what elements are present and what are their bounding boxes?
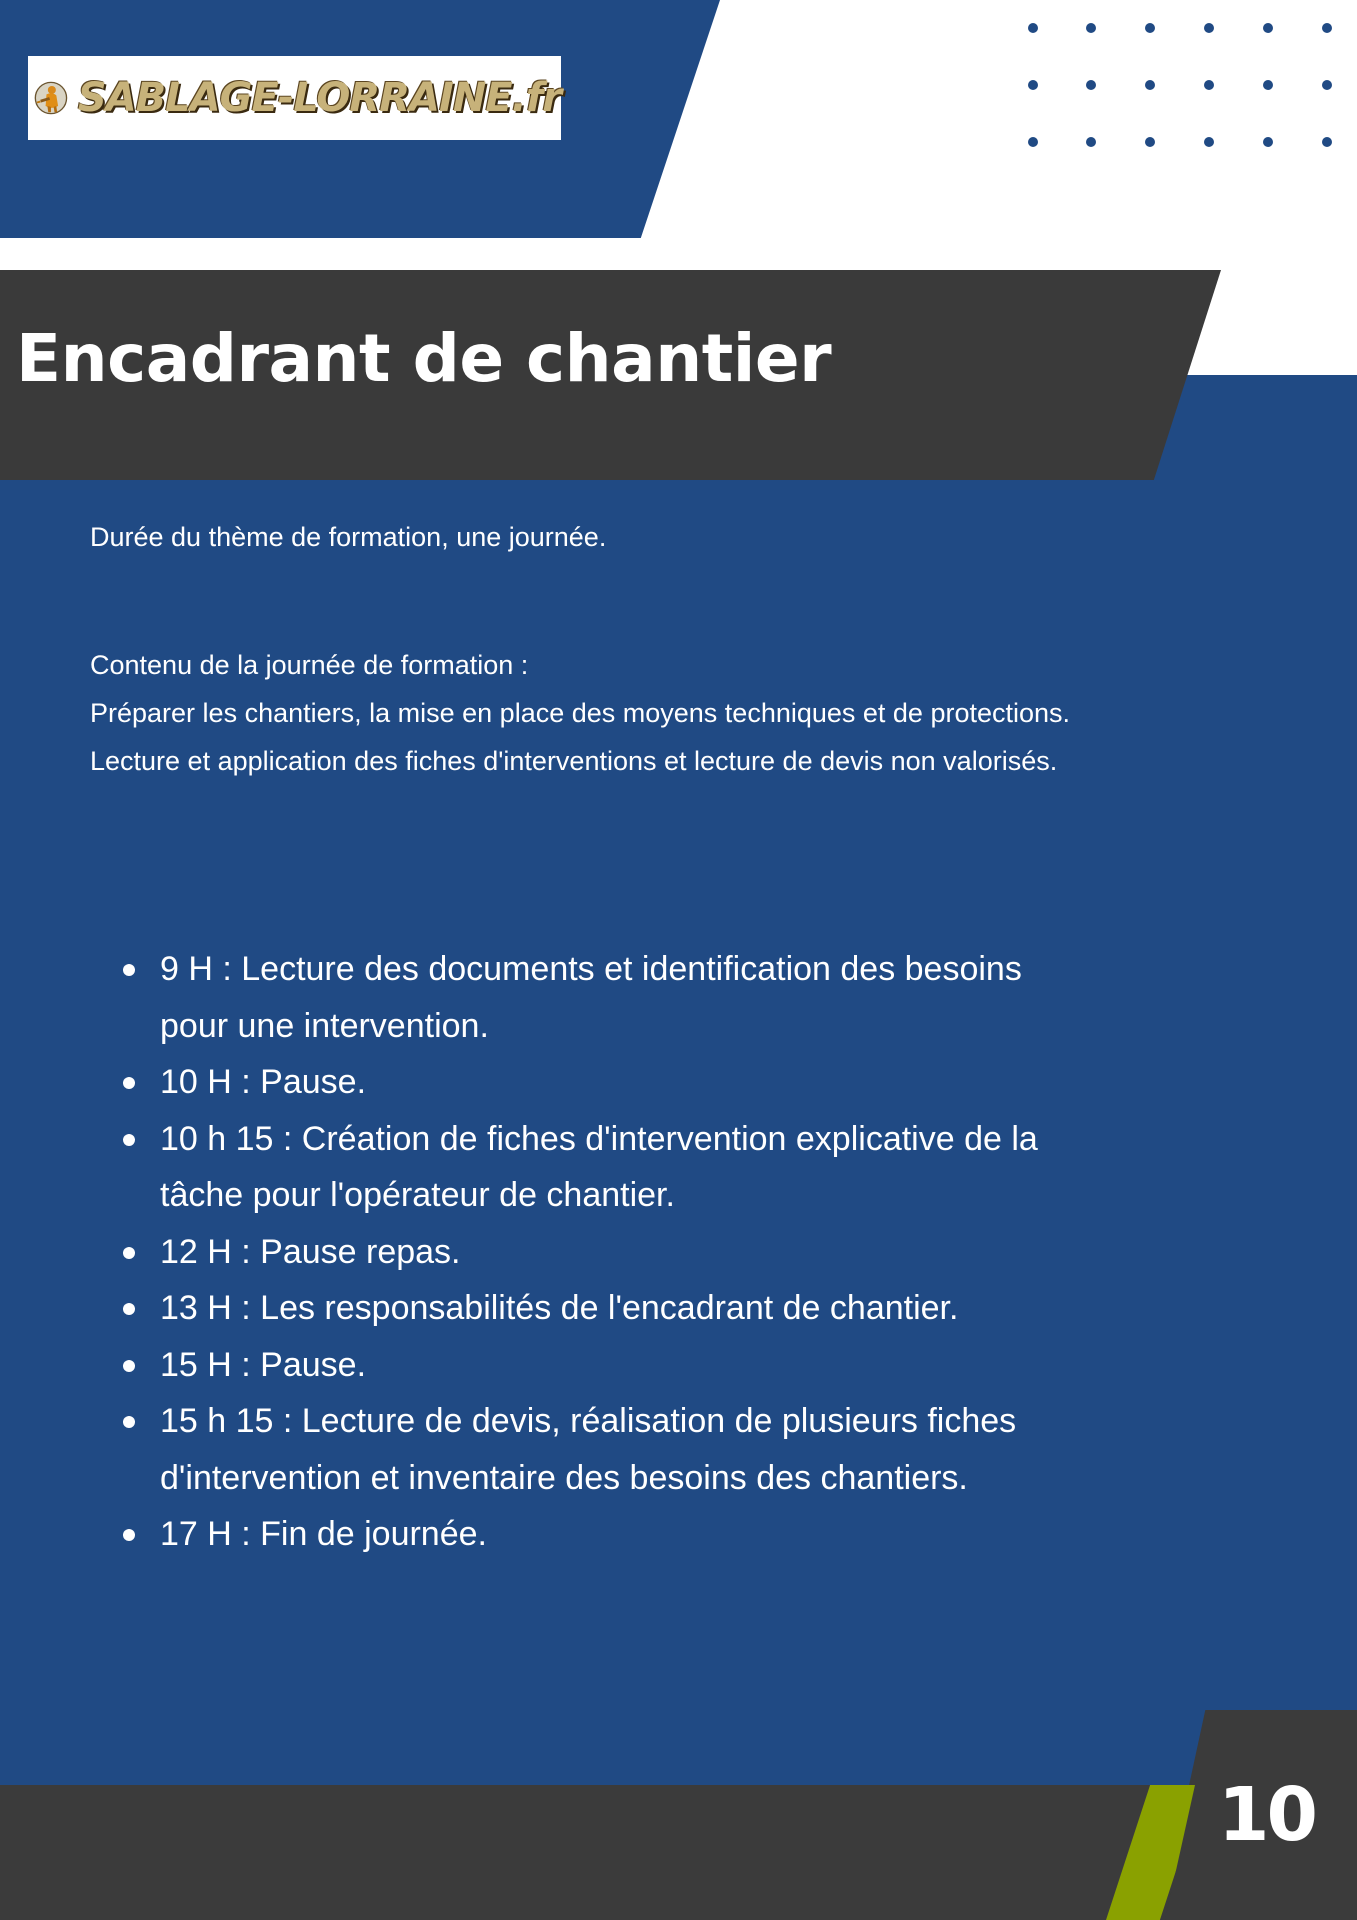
- content-line: Lecture et application des fiches d'interventions et lecture de devis non valorisés.: [90, 746, 1058, 776]
- dot-grid-decoration: [1020, 20, 1350, 150]
- bullet-icon: [123, 1416, 135, 1428]
- schedule-item-text: 15 H : Pause.: [160, 1345, 367, 1384]
- schedule-item-text: 12 H : Pause repas.: [160, 1232, 461, 1271]
- schedule-item: [160, 1054, 1160, 1111]
- schedule-item-text: 13 H : Les responsabilités de l'encadrant de chantier.: [160, 1289, 959, 1327]
- bullet-icon: [123, 1247, 135, 1259]
- training-duration: Durée du thème de formation, une journée.: [90, 522, 607, 552]
- content-heading: Contenu de la journée de formation :: [90, 650, 529, 680]
- bullet-icon: [123, 1529, 135, 1541]
- schedule-item-text: 10 H : Pause.: [160, 1063, 367, 1101]
- content-line: Préparer les chantiers, la mise en place des moyens techniques et de protections.: [90, 698, 1071, 728]
- bullet-icon: [123, 1134, 135, 1146]
- schedule-item: [160, 1111, 1160, 1224]
- schedule-item: [160, 1224, 1160, 1281]
- schedule-item-text: pour une intervention.: [160, 1006, 489, 1045]
- page-title: Encadrant de chantier: [16, 320, 832, 397]
- page-number: 10: [1218, 1772, 1315, 1858]
- schedule-item: [160, 1337, 1160, 1394]
- sandblaster-worker-icon: [34, 60, 68, 136]
- schedule-item: [160, 1506, 1160, 1563]
- schedule-item-text: 17 H : Fin de journée.: [160, 1515, 487, 1553]
- company-logo: [28, 56, 561, 140]
- schedule-item: [160, 1393, 1160, 1506]
- bullet-icon: [123, 1077, 135, 1089]
- bullet-icon: [123, 1360, 135, 1372]
- schedule-item-text: 15 h 15 : Lecture de devis, réalisation de plusieurs fiches: [160, 1402, 1017, 1440]
- schedule-item-text: tâche pour l'opérateur de chantier.: [160, 1176, 675, 1214]
- schedule-item-text: 9 H : Lecture des documents et identification des besoins: [160, 950, 1022, 988]
- bullet-icon: [123, 1303, 135, 1315]
- schedule-item-text: d'intervention et inventaire des besoins des chantiers.: [160, 1458, 968, 1497]
- bullet-icon: [123, 964, 135, 976]
- schedule-item-text: 10 h 15 : Création de fiches d'intervention explicative de la: [160, 1119, 1038, 1158]
- training-content: [90, 641, 1070, 785]
- schedule-list: [160, 941, 1160, 1563]
- schedule-item: [160, 941, 1160, 1054]
- logo-text: SABLAGE-LORRAINE.fr: [77, 75, 561, 121]
- schedule-item: [160, 1280, 1160, 1337]
